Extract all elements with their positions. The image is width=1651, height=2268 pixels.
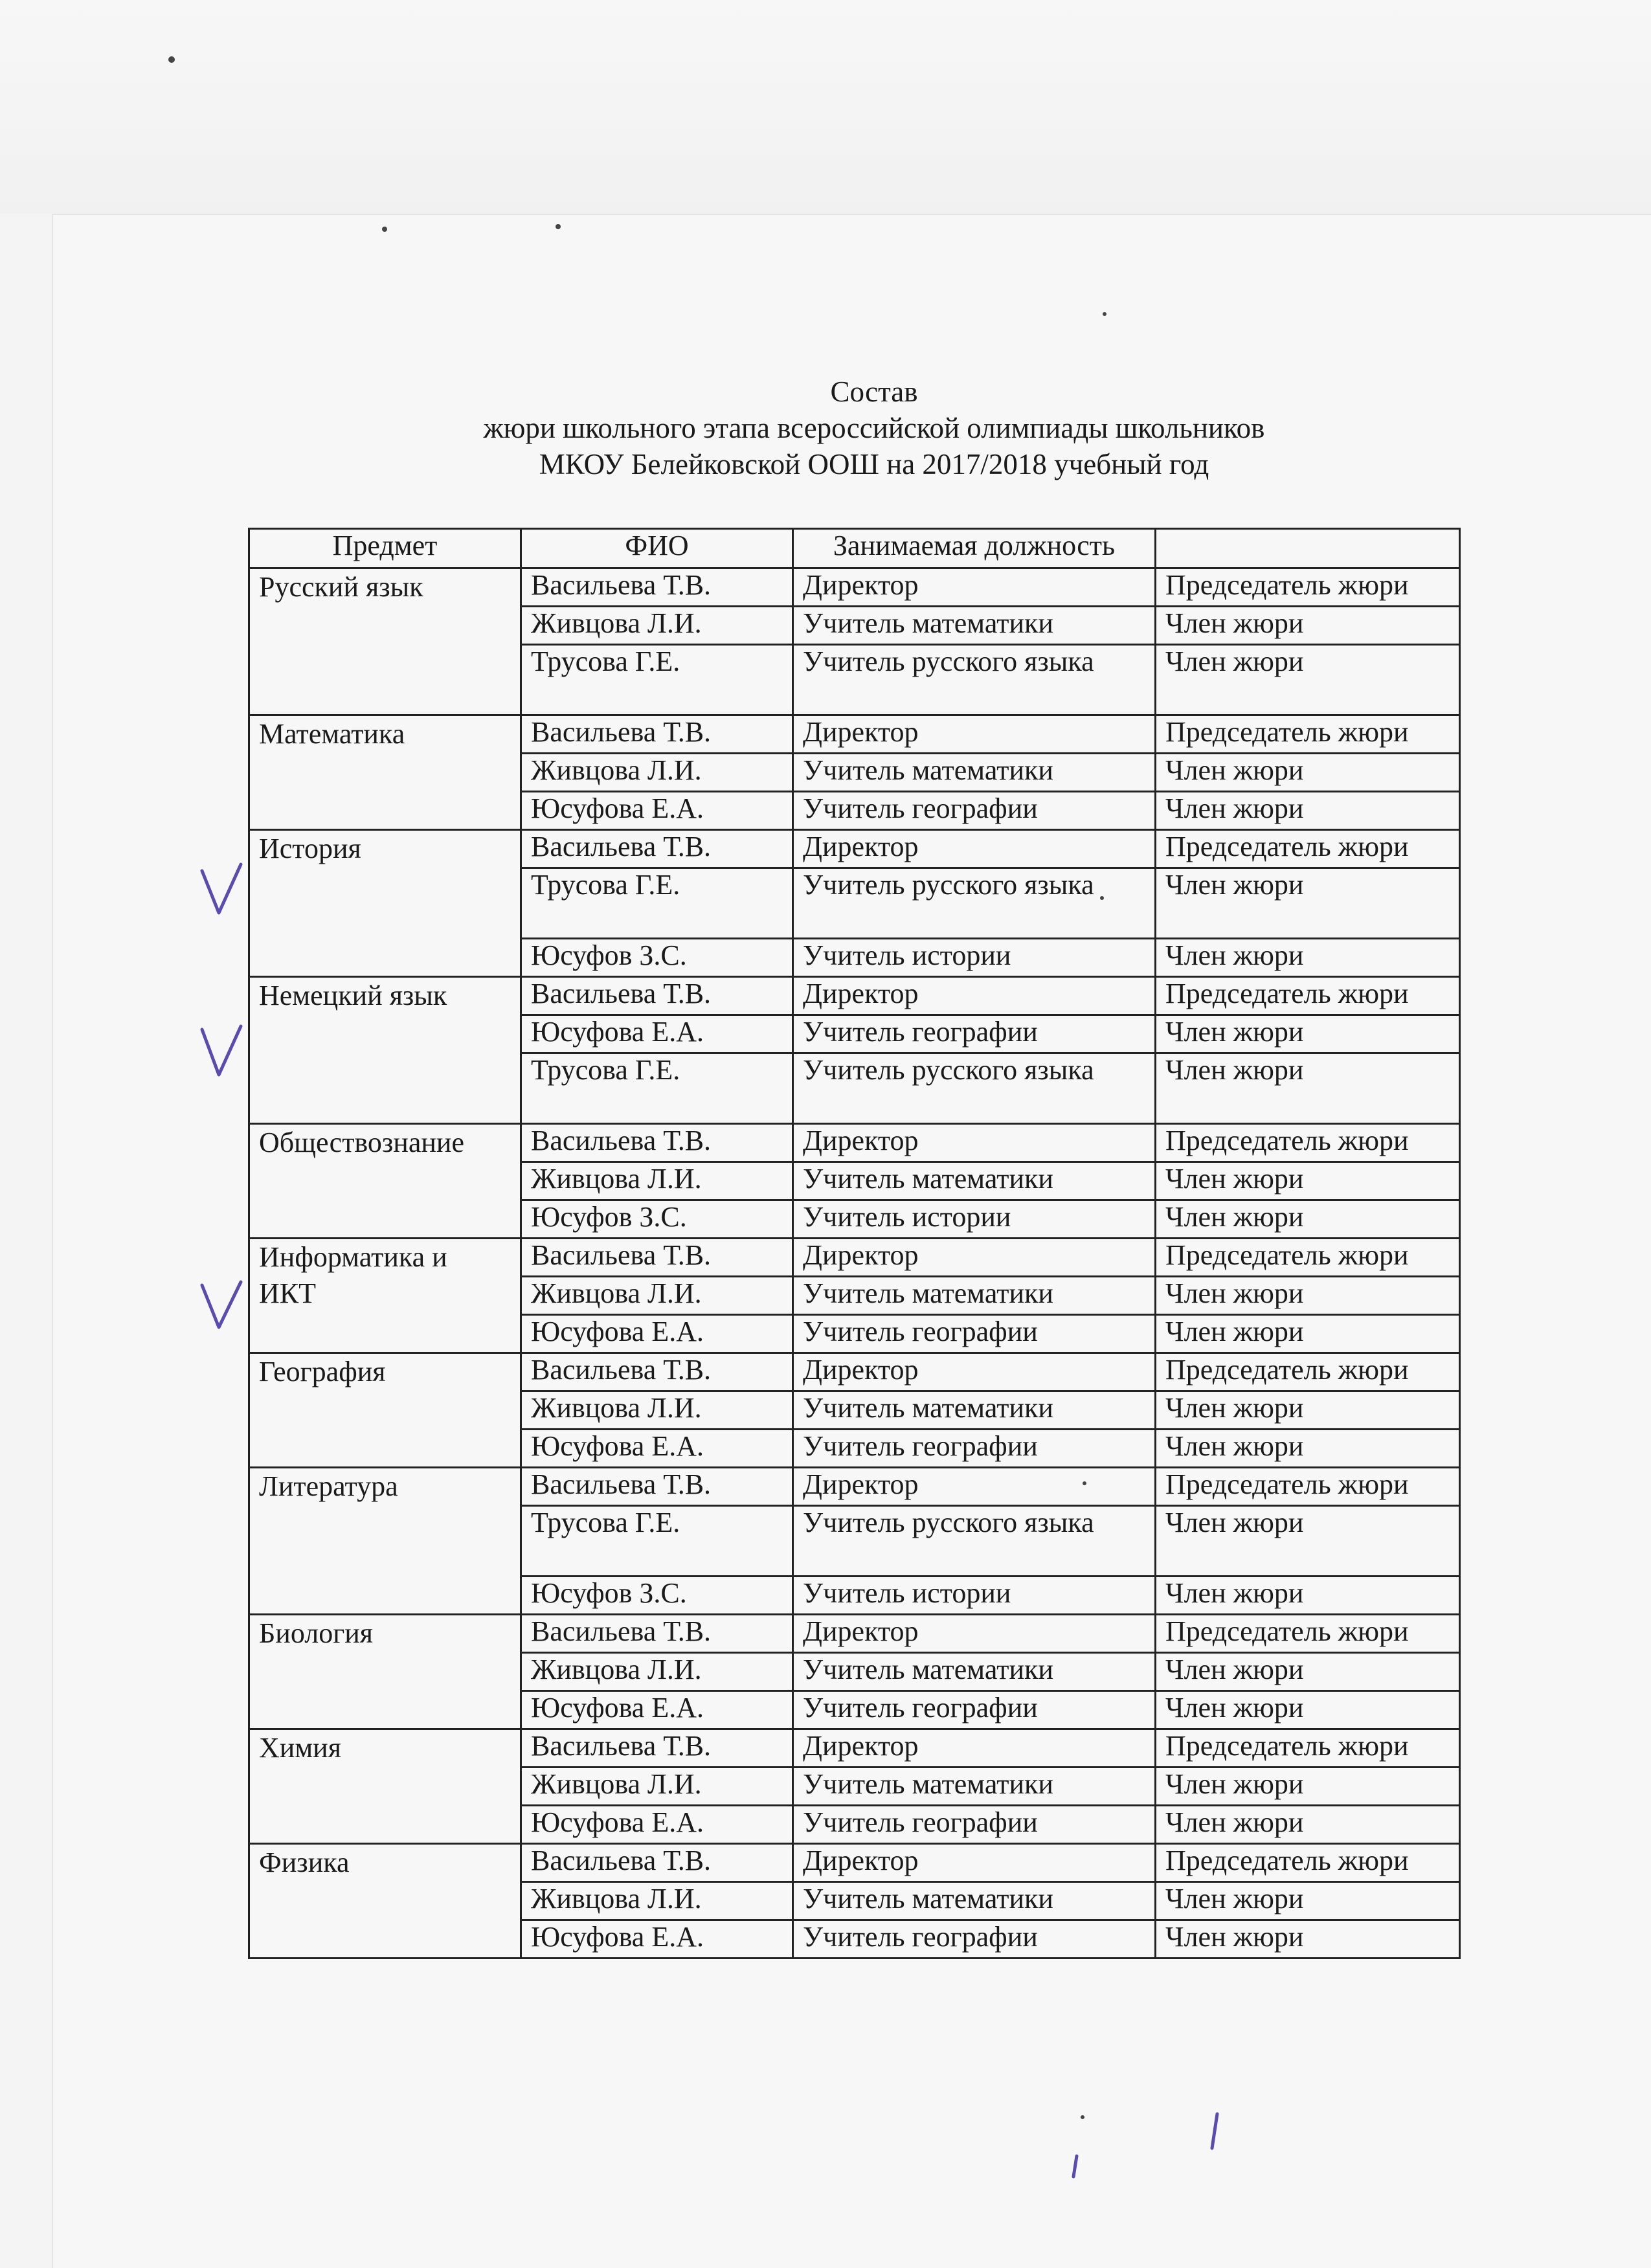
position-cell: Учитель математики — [793, 607, 1156, 645]
role-cell: Член жюри — [1156, 1577, 1460, 1615]
name-cell: Живцова Л.И. — [521, 1768, 793, 1806]
subject-cell: Физика — [249, 1844, 521, 1959]
table-row — [249, 1124, 1460, 1162]
name-cell: Трусова Г.Е. — [521, 1053, 793, 1124]
table-row — [249, 830, 1460, 868]
role-cell: Председатель жюри — [1156, 1729, 1460, 1768]
name-cell: Живцова Л.И. — [521, 1653, 793, 1691]
role-cell: Член жюри — [1156, 1200, 1460, 1239]
name-cell: Васильева Т.В. — [521, 1353, 793, 1391]
position-cell: Директор — [793, 1239, 1156, 1277]
name-cell: Трусова Г.Е. — [521, 1506, 793, 1577]
position-cell: Директор — [793, 977, 1156, 1015]
name-cell: Юсуфов З.С. — [521, 939, 793, 977]
name-cell: Васильева Т.В. — [521, 1844, 793, 1882]
name-cell: Васильева Т.В. — [521, 1729, 793, 1768]
position-cell: Учитель географии — [793, 1315, 1156, 1353]
name-cell: Юсуфова Е.А. — [521, 1430, 793, 1468]
name-cell: Васильева Т.В. — [521, 1239, 793, 1277]
position-cell: Директор — [793, 1844, 1156, 1882]
subject-cell: История — [249, 830, 521, 977]
role-cell: Председатель жюри — [1156, 715, 1460, 754]
position-cell: Директор — [793, 1353, 1156, 1391]
subject-cell: Математика — [249, 715, 521, 830]
subject-cell: Литература — [249, 1468, 521, 1615]
position-cell: Учитель русского языка — [793, 645, 1156, 715]
name-cell: Трусова Г.Е. — [521, 645, 793, 715]
name-cell: Юсуфова Е.А. — [521, 1806, 793, 1844]
role-cell: Член жюри — [1156, 792, 1460, 830]
role-cell: Член жюри — [1156, 1162, 1460, 1200]
table-header-row — [249, 529, 1460, 568]
table-row — [249, 1353, 1460, 1391]
header-name: ФИО — [521, 529, 793, 568]
role-cell: Член жюри — [1156, 1882, 1460, 1920]
name-cell: Юсуфова Е.А. — [521, 1920, 793, 1959]
role-cell: Председатель жюри — [1156, 1844, 1460, 1882]
subject-cell: Химия — [249, 1729, 521, 1844]
position-cell: Учитель географии — [793, 1015, 1156, 1053]
position-cell: Учитель географии — [793, 792, 1156, 830]
subject-cell: Биология — [249, 1615, 521, 1729]
role-cell: Председатель жюри — [1156, 1615, 1460, 1653]
table-row — [249, 715, 1460, 754]
role-cell: Член жюри — [1156, 939, 1460, 977]
name-cell: Живцова Л.И. — [521, 1162, 793, 1200]
position-cell: Учитель географии — [793, 1920, 1156, 1959]
name-cell: Живцова Л.И. — [521, 1391, 793, 1430]
role-cell: Член жюри — [1156, 1430, 1460, 1468]
position-cell: Учитель географии — [793, 1806, 1156, 1844]
header-position: Занимаемая должность — [793, 529, 1156, 568]
role-cell: Член жюри — [1156, 1391, 1460, 1430]
role-cell: Член жюри — [1156, 645, 1460, 715]
position-cell: Учитель географии — [793, 1691, 1156, 1729]
subject-cell: Русский язык — [249, 568, 521, 715]
name-cell: Живцова Л.И. — [521, 1882, 793, 1920]
role-cell: Председатель жюри — [1156, 568, 1460, 607]
subject-cell: Немецкий язык — [249, 977, 521, 1124]
subject-cell: География — [249, 1353, 521, 1468]
table-row — [249, 977, 1460, 1015]
name-cell: Трусова Г.Е. — [521, 868, 793, 939]
name-cell: Васильева Т.В. — [521, 1468, 793, 1506]
role-cell: Член жюри — [1156, 754, 1460, 792]
position-cell: Учитель русского языка — [793, 1053, 1156, 1124]
role-cell: Председатель жюри — [1156, 1353, 1460, 1391]
position-cell: Директор — [793, 1124, 1156, 1162]
position-cell: Учитель математики — [793, 1162, 1156, 1200]
name-cell: Васильева Т.В. — [521, 830, 793, 868]
scan-background — [0, 0, 1651, 214]
role-cell: Член жюри — [1156, 1920, 1460, 1959]
position-cell: Учитель истории — [793, 1200, 1156, 1239]
position-cell: Директор — [793, 1615, 1156, 1653]
table-row — [249, 1239, 1460, 1277]
position-cell: Учитель географии — [793, 1430, 1156, 1468]
name-cell: Юсуфов З.С. — [521, 1200, 793, 1239]
subject-cell: Обществознание — [249, 1124, 521, 1239]
header-subject: Предмет — [249, 529, 521, 568]
name-cell: Живцова Л.И. — [521, 754, 793, 792]
position-cell: Учитель математики — [793, 1882, 1156, 1920]
table-row — [249, 1729, 1460, 1768]
jury-table — [248, 528, 1461, 1959]
position-cell: Учитель математики — [793, 1653, 1156, 1691]
name-cell: Юсуфова Е.А. — [521, 1315, 793, 1353]
table-row — [249, 568, 1460, 607]
role-cell: Председатель жюри — [1156, 830, 1460, 868]
role-cell: Член жюри — [1156, 1015, 1460, 1053]
name-cell: Юсуфов З.С. — [521, 1577, 793, 1615]
position-cell: Учитель математики — [793, 1768, 1156, 1806]
name-cell: Юсуфова Е.А. — [521, 792, 793, 830]
table-row — [249, 1615, 1460, 1653]
role-cell: Член жюри — [1156, 1768, 1460, 1806]
position-cell: Директор — [793, 568, 1156, 607]
position-cell: Учитель русского языка — [793, 1506, 1156, 1577]
role-cell: Председатель жюри — [1156, 1468, 1460, 1506]
role-cell: Член жюри — [1156, 1315, 1460, 1353]
role-cell: Председатель жюри — [1156, 1124, 1460, 1162]
jury-table-body — [249, 568, 1460, 1959]
document-title: Состав — [830, 376, 918, 408]
position-cell: Учитель математики — [793, 754, 1156, 792]
position-cell: Учитель истории — [793, 1577, 1156, 1615]
position-cell: Директор — [793, 1468, 1156, 1506]
document-school-line: МКОУ Белейковской ООШ на 2017/2018 учебный год — [539, 448, 1209, 480]
position-cell: Учитель математики — [793, 1391, 1156, 1430]
role-cell: Член жюри — [1156, 1806, 1460, 1844]
name-cell: Васильева Т.В. — [521, 1615, 793, 1653]
position-cell: Директор — [793, 830, 1156, 868]
name-cell: Васильева Т.В. — [521, 1124, 793, 1162]
position-cell: Учитель математики — [793, 1277, 1156, 1315]
role-cell: Член жюри — [1156, 868, 1460, 939]
subject-cell: Информатика и ИКТ — [249, 1239, 521, 1353]
document-subtitle: жюри школьного этапа всероссийской олимпиады школьников — [483, 412, 1265, 444]
role-cell: Член жюри — [1156, 607, 1460, 645]
table-row — [249, 1844, 1460, 1882]
name-cell: Юсуфова Е.А. — [521, 1691, 793, 1729]
name-cell: Живцова Л.И. — [521, 607, 793, 645]
role-cell: Член жюри — [1156, 1506, 1460, 1577]
name-cell: Юсуфова Е.А. — [521, 1015, 793, 1053]
table-row — [249, 1468, 1460, 1506]
role-cell: Член жюри — [1156, 1691, 1460, 1729]
name-cell: Васильева Т.В. — [521, 977, 793, 1015]
position-cell: Учитель истории — [793, 939, 1156, 977]
name-cell: Васильева Т.В. — [521, 715, 793, 754]
role-cell: Член жюри — [1156, 1053, 1460, 1124]
header-role — [1156, 529, 1460, 568]
position-cell: Директор — [793, 715, 1156, 754]
role-cell: Председатель жюри — [1156, 977, 1460, 1015]
name-cell: Васильева Т.В. — [521, 568, 793, 607]
name-cell: Живцова Л.И. — [521, 1277, 793, 1315]
position-cell: Директор — [793, 1729, 1156, 1768]
role-cell: Член жюри — [1156, 1653, 1460, 1691]
position-cell: Учитель русского языка — [793, 868, 1156, 939]
role-cell: Член жюри — [1156, 1277, 1460, 1315]
role-cell: Председатель жюри — [1156, 1239, 1460, 1277]
